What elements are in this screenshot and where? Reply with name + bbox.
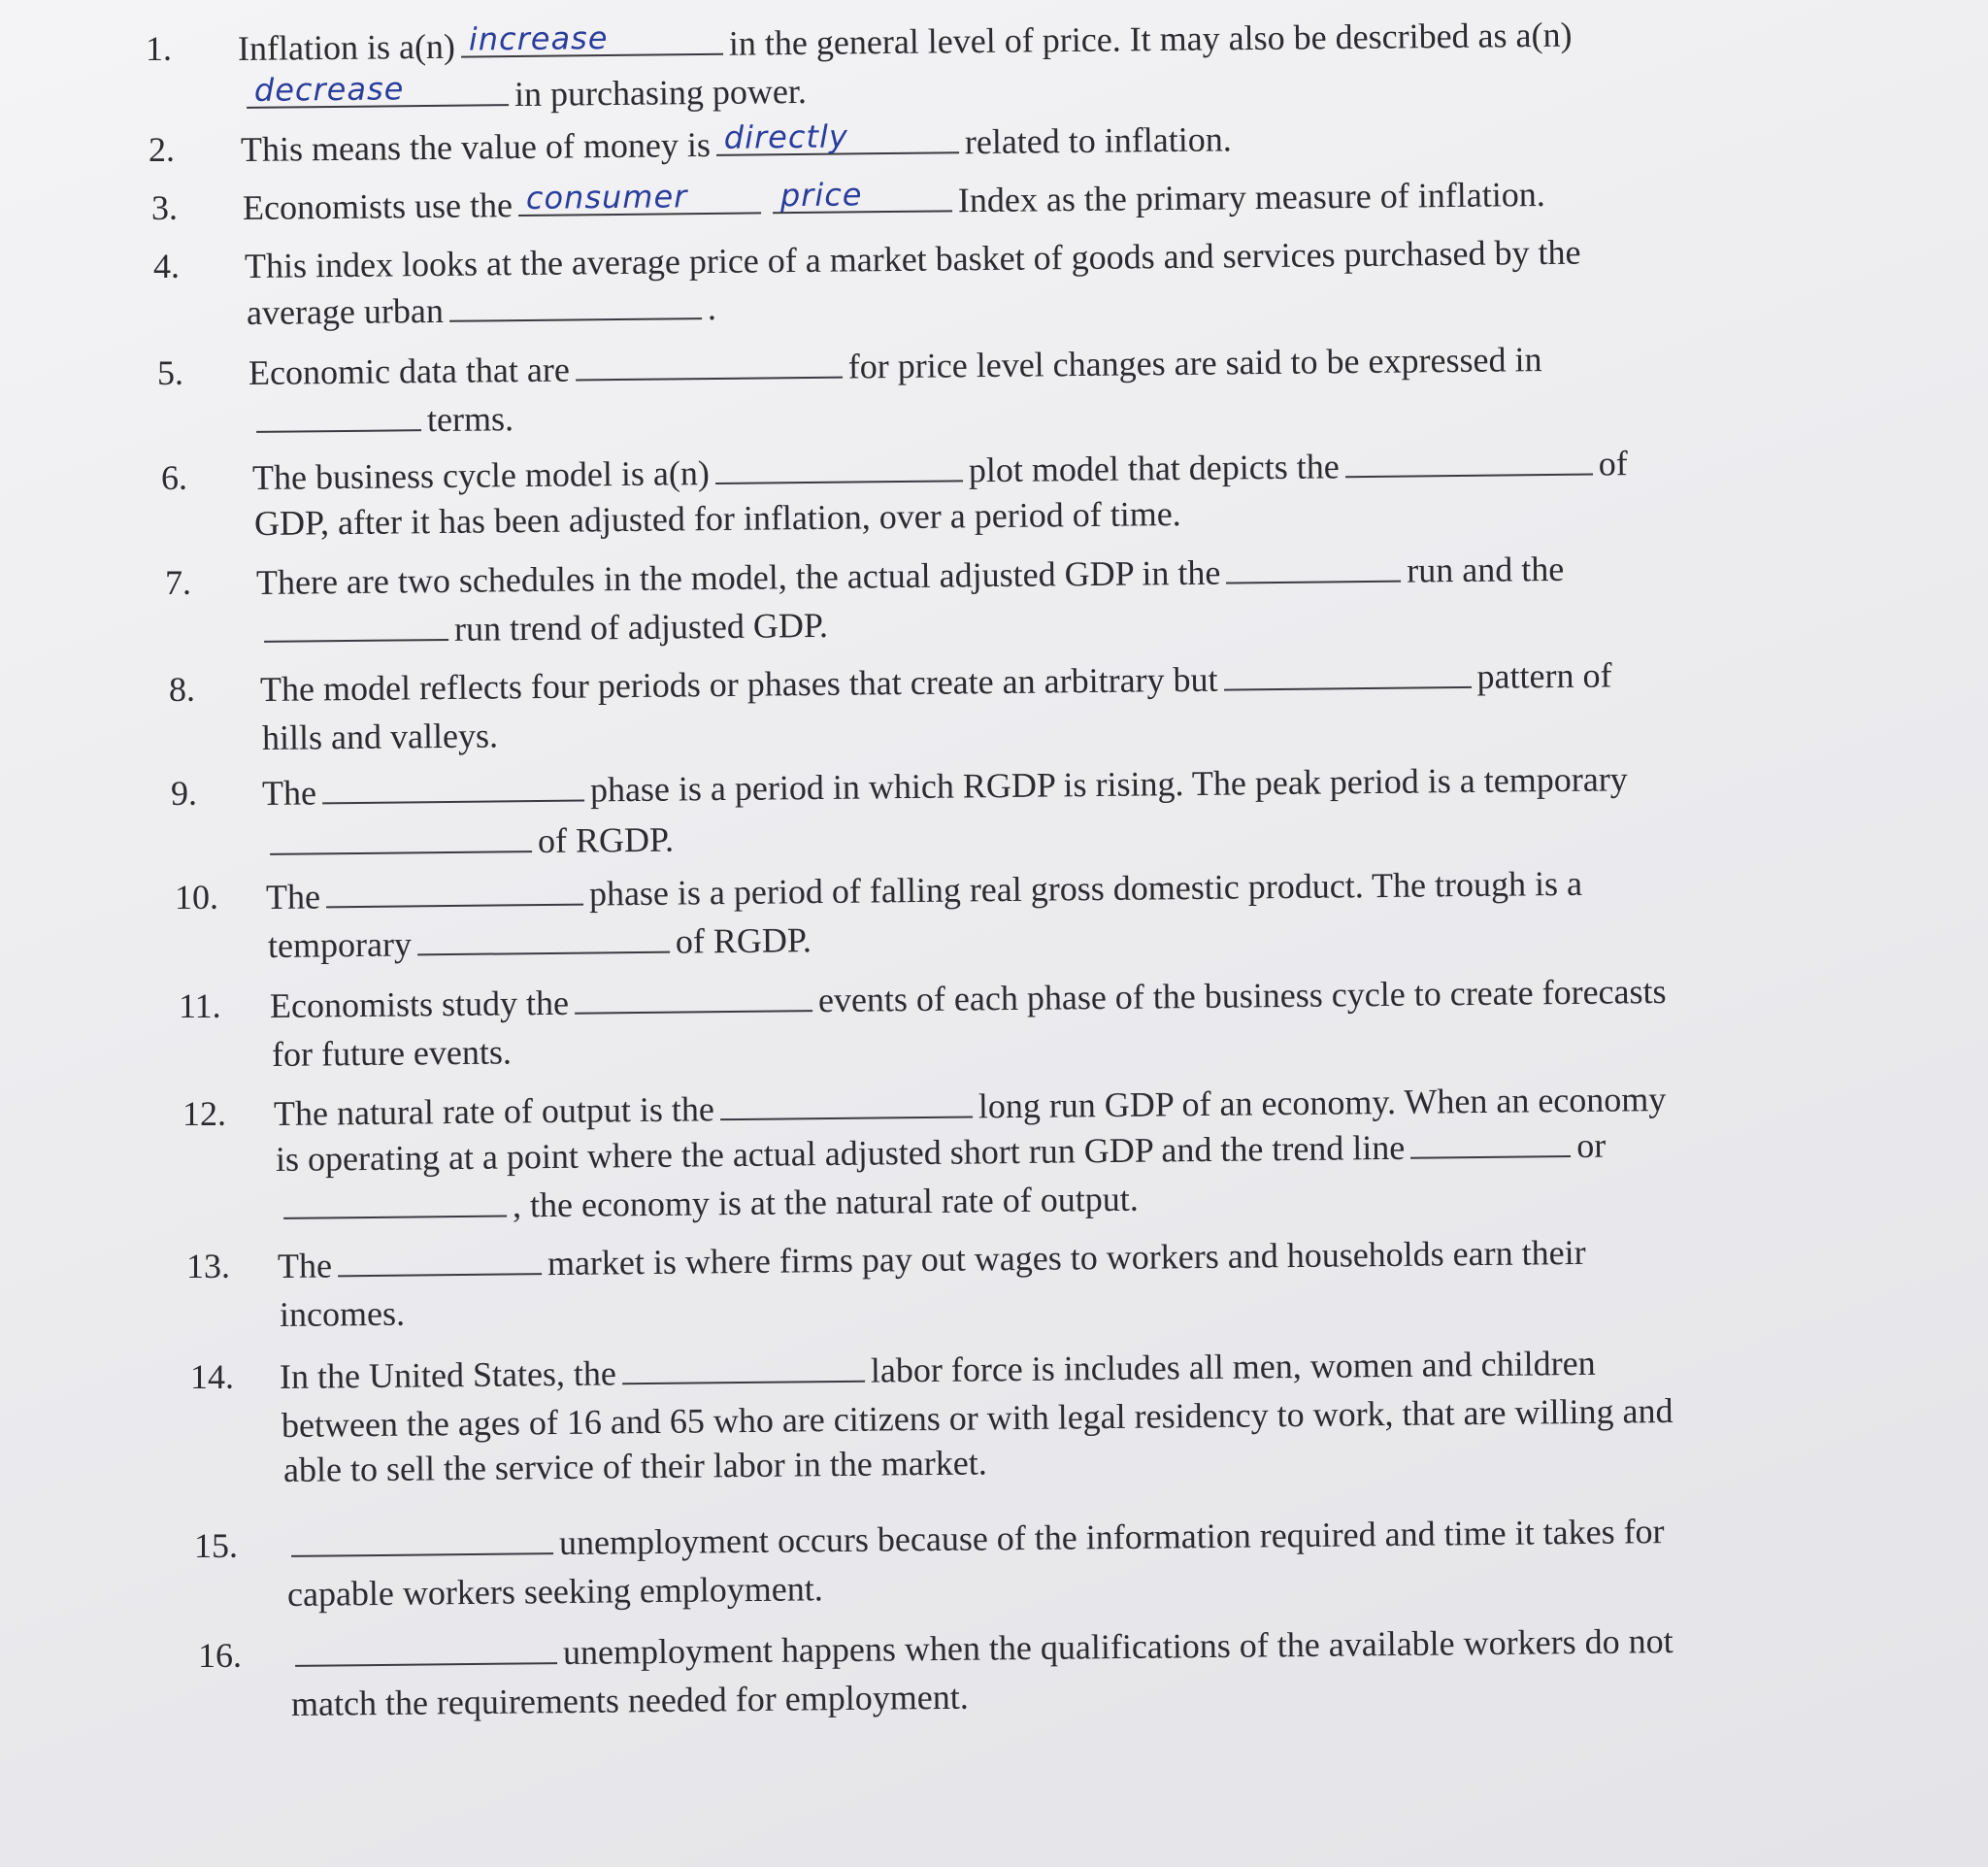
answer-blank[interactable]	[291, 1523, 553, 1557]
question-text: Economic data that are	[248, 350, 571, 392]
answer-blank[interactable]	[270, 821, 532, 855]
question-text: The	[265, 877, 321, 917]
question-number: 15.	[194, 1526, 238, 1565]
question-text-line	[280, 1342, 1596, 1398]
question-number: 13.	[186, 1247, 230, 1285]
question-text: GDP, after it has been adjusted for inflation, over a period of time.	[253, 494, 1181, 543]
answer-blank[interactable]	[295, 1633, 557, 1667]
question-text-line	[289, 1619, 1673, 1677]
question-text: The business cycle model is a(n)	[251, 453, 711, 497]
question-text-line	[272, 1030, 512, 1076]
question-number: 14.	[190, 1357, 234, 1396]
question-text-line	[283, 1441, 987, 1491]
answer-blank[interactable]	[622, 1351, 865, 1385]
question-text: terms.	[426, 399, 514, 440]
answer-blank[interactable]	[716, 117, 959, 156]
question-number: 10.	[175, 878, 218, 917]
handwritten-answer: consumer	[525, 178, 688, 217]
question-text: incomes.	[279, 1293, 406, 1334]
question-text-line	[282, 1389, 1673, 1447]
question-text: pattern of	[1476, 655, 1612, 696]
question-text: phase is a period of falling real gross domestic product. The trough is a	[588, 863, 1583, 914]
question-text: The natural rate of output is the	[273, 1089, 715, 1133]
question-text: of	[1598, 444, 1628, 483]
answer-blank[interactable]	[449, 288, 702, 322]
question-text-line	[287, 1567, 823, 1616]
question-text-line	[258, 604, 828, 652]
question-text: phase is a period in which RGDP is rising. The peak period is a temporary	[589, 759, 1628, 810]
handwritten-answer: directly	[723, 117, 848, 156]
question-number: 8.	[169, 670, 195, 709]
question-text: The model reflects four periods or phases that create an arbitrary but	[259, 659, 1218, 709]
question-text: long run GDP of an economy. When an economy	[977, 1079, 1667, 1126]
question-text: hills and valleys.	[261, 716, 499, 757]
answer-blank[interactable]	[264, 610, 448, 643]
question-text-line	[245, 231, 1581, 287]
question-number: 1.	[146, 29, 172, 68]
answer-blank[interactable]	[283, 1186, 507, 1219]
answer-blank[interactable]	[326, 875, 583, 909]
question-text: for price level changes are said to be expressed in	[847, 340, 1542, 386]
question-text: of RGDP.	[537, 819, 675, 861]
question-text-line	[266, 862, 1582, 918]
answer-blank[interactable]	[1226, 551, 1401, 584]
answer-blank[interactable]	[1410, 1126, 1571, 1159]
question-text: of RGDP.	[675, 920, 812, 961]
question-text: in the general level of price. It may also be described as a(n)	[728, 15, 1573, 63]
question-number: 3.	[151, 188, 178, 227]
question-text-line	[241, 117, 1232, 171]
answer-blank[interactable]	[576, 348, 843, 382]
answer-blank[interactable]	[1345, 445, 1593, 479]
handwritten-answer: increase	[468, 19, 609, 58]
question-text: market is where firms pay out wages to workers and households earn their	[547, 1232, 1586, 1284]
question-text: unemployment occurs because of the information required and time it takes for	[558, 1512, 1665, 1563]
question-text: .	[707, 287, 717, 328]
answer-blank[interactable]	[256, 400, 421, 433]
question-text-line	[243, 173, 1545, 229]
question-number: 4.	[153, 247, 180, 285]
question-text-line	[250, 397, 514, 443]
question-text-line	[256, 548, 1565, 604]
answer-blank[interactable]	[575, 981, 812, 1015]
handwritten-answer: price	[779, 176, 863, 215]
question-text-line	[254, 492, 1181, 545]
question-text: unemployment happens when the qualifications of the available workers do not	[562, 1621, 1673, 1673]
handwritten-answer: decrease	[253, 70, 405, 109]
question-text: run trend of adjusted GDP.	[453, 605, 829, 649]
question-text: is operating at a point where the actual adjusted short run GDP and the trend line	[275, 1127, 1406, 1179]
answer-blank[interactable]	[417, 922, 670, 956]
answer-blank[interactable]	[720, 1086, 973, 1120]
question-text-line	[264, 818, 674, 865]
question-text-line	[262, 757, 1628, 815]
question-text-line	[285, 1510, 1665, 1567]
question-text: , the economy is at the natural rate of output.	[512, 1179, 1139, 1225]
question-text: temporary	[267, 924, 413, 965]
question-text: This means the value of money is	[240, 124, 712, 169]
question-text: In the United States, the	[279, 1353, 617, 1396]
question-number: 12.	[182, 1094, 226, 1133]
question-text-line	[252, 442, 1628, 499]
question-number: 2.	[149, 130, 175, 169]
question-text: between the ages of 16 and 65 who are citizens or with legal residency to work, that are willing and	[281, 1390, 1673, 1445]
question-text-line	[262, 714, 498, 759]
question-number: 7.	[165, 563, 191, 602]
question-text-line	[270, 970, 1667, 1027]
question-text: in purchasing power.	[514, 71, 808, 115]
question-text: events of each phase of the business cycle to create forecasts	[817, 971, 1667, 1020]
question-text-line	[241, 70, 807, 118]
answer-blank[interactable]	[461, 19, 723, 58]
question-text-line	[248, 338, 1542, 394]
question-text-line	[278, 1178, 1139, 1229]
question-text: average urban	[246, 290, 445, 332]
question-text: The	[277, 1246, 333, 1285]
question-text-line	[268, 918, 812, 967]
question-text: or	[1576, 1125, 1607, 1165]
question-text-line	[291, 1676, 969, 1725]
question-number: 16.	[198, 1636, 242, 1675]
question-text-line	[238, 14, 1573, 70]
question-text: labor force is includes all men, women and children	[870, 1343, 1596, 1390]
answer-blank[interactable]	[1223, 657, 1471, 691]
answer-blank[interactable]	[773, 176, 952, 215]
question-text: Inflation is a(n)	[237, 26, 456, 68]
question-text: The	[261, 773, 317, 813]
question-text: Index as the primary measure of inflation.	[957, 174, 1545, 220]
question-text-line	[280, 1292, 405, 1336]
question-number: 5.	[157, 353, 183, 392]
question-text: capable workers seeking employment.	[286, 1569, 823, 1614]
answer-blank[interactable]	[518, 178, 761, 217]
answer-blank[interactable]	[338, 1244, 542, 1277]
answer-blank[interactable]	[715, 450, 963, 484]
question-text-line	[260, 653, 1612, 711]
question-number: 11.	[179, 986, 221, 1025]
question-text: plot model that depicts the	[968, 447, 1340, 490]
question-text: match the requirements needed for employment.	[290, 1677, 969, 1723]
question-text: able to sell the service of their labor in the market.	[282, 1443, 987, 1489]
question-text-line	[247, 286, 716, 334]
question-number: 6.	[161, 458, 187, 497]
question-text: Economists study the	[269, 983, 570, 1025]
question-text: run and the	[1407, 549, 1565, 590]
question-text-line	[278, 1231, 1586, 1287]
question-text: for future events.	[271, 1032, 513, 1074]
question-text: This index looks at the average price of a market basket of goods and services purchased by the	[244, 232, 1581, 285]
question-text: There are two schedules in the model, the actual adjusted GDP in the	[255, 552, 1221, 602]
answer-blank[interactable]	[247, 70, 509, 109]
answer-blank[interactable]	[322, 771, 584, 805]
question-text: Economists use the	[242, 185, 514, 227]
question-number: 9.	[171, 774, 197, 813]
question-text: related to inflation.	[964, 119, 1232, 162]
